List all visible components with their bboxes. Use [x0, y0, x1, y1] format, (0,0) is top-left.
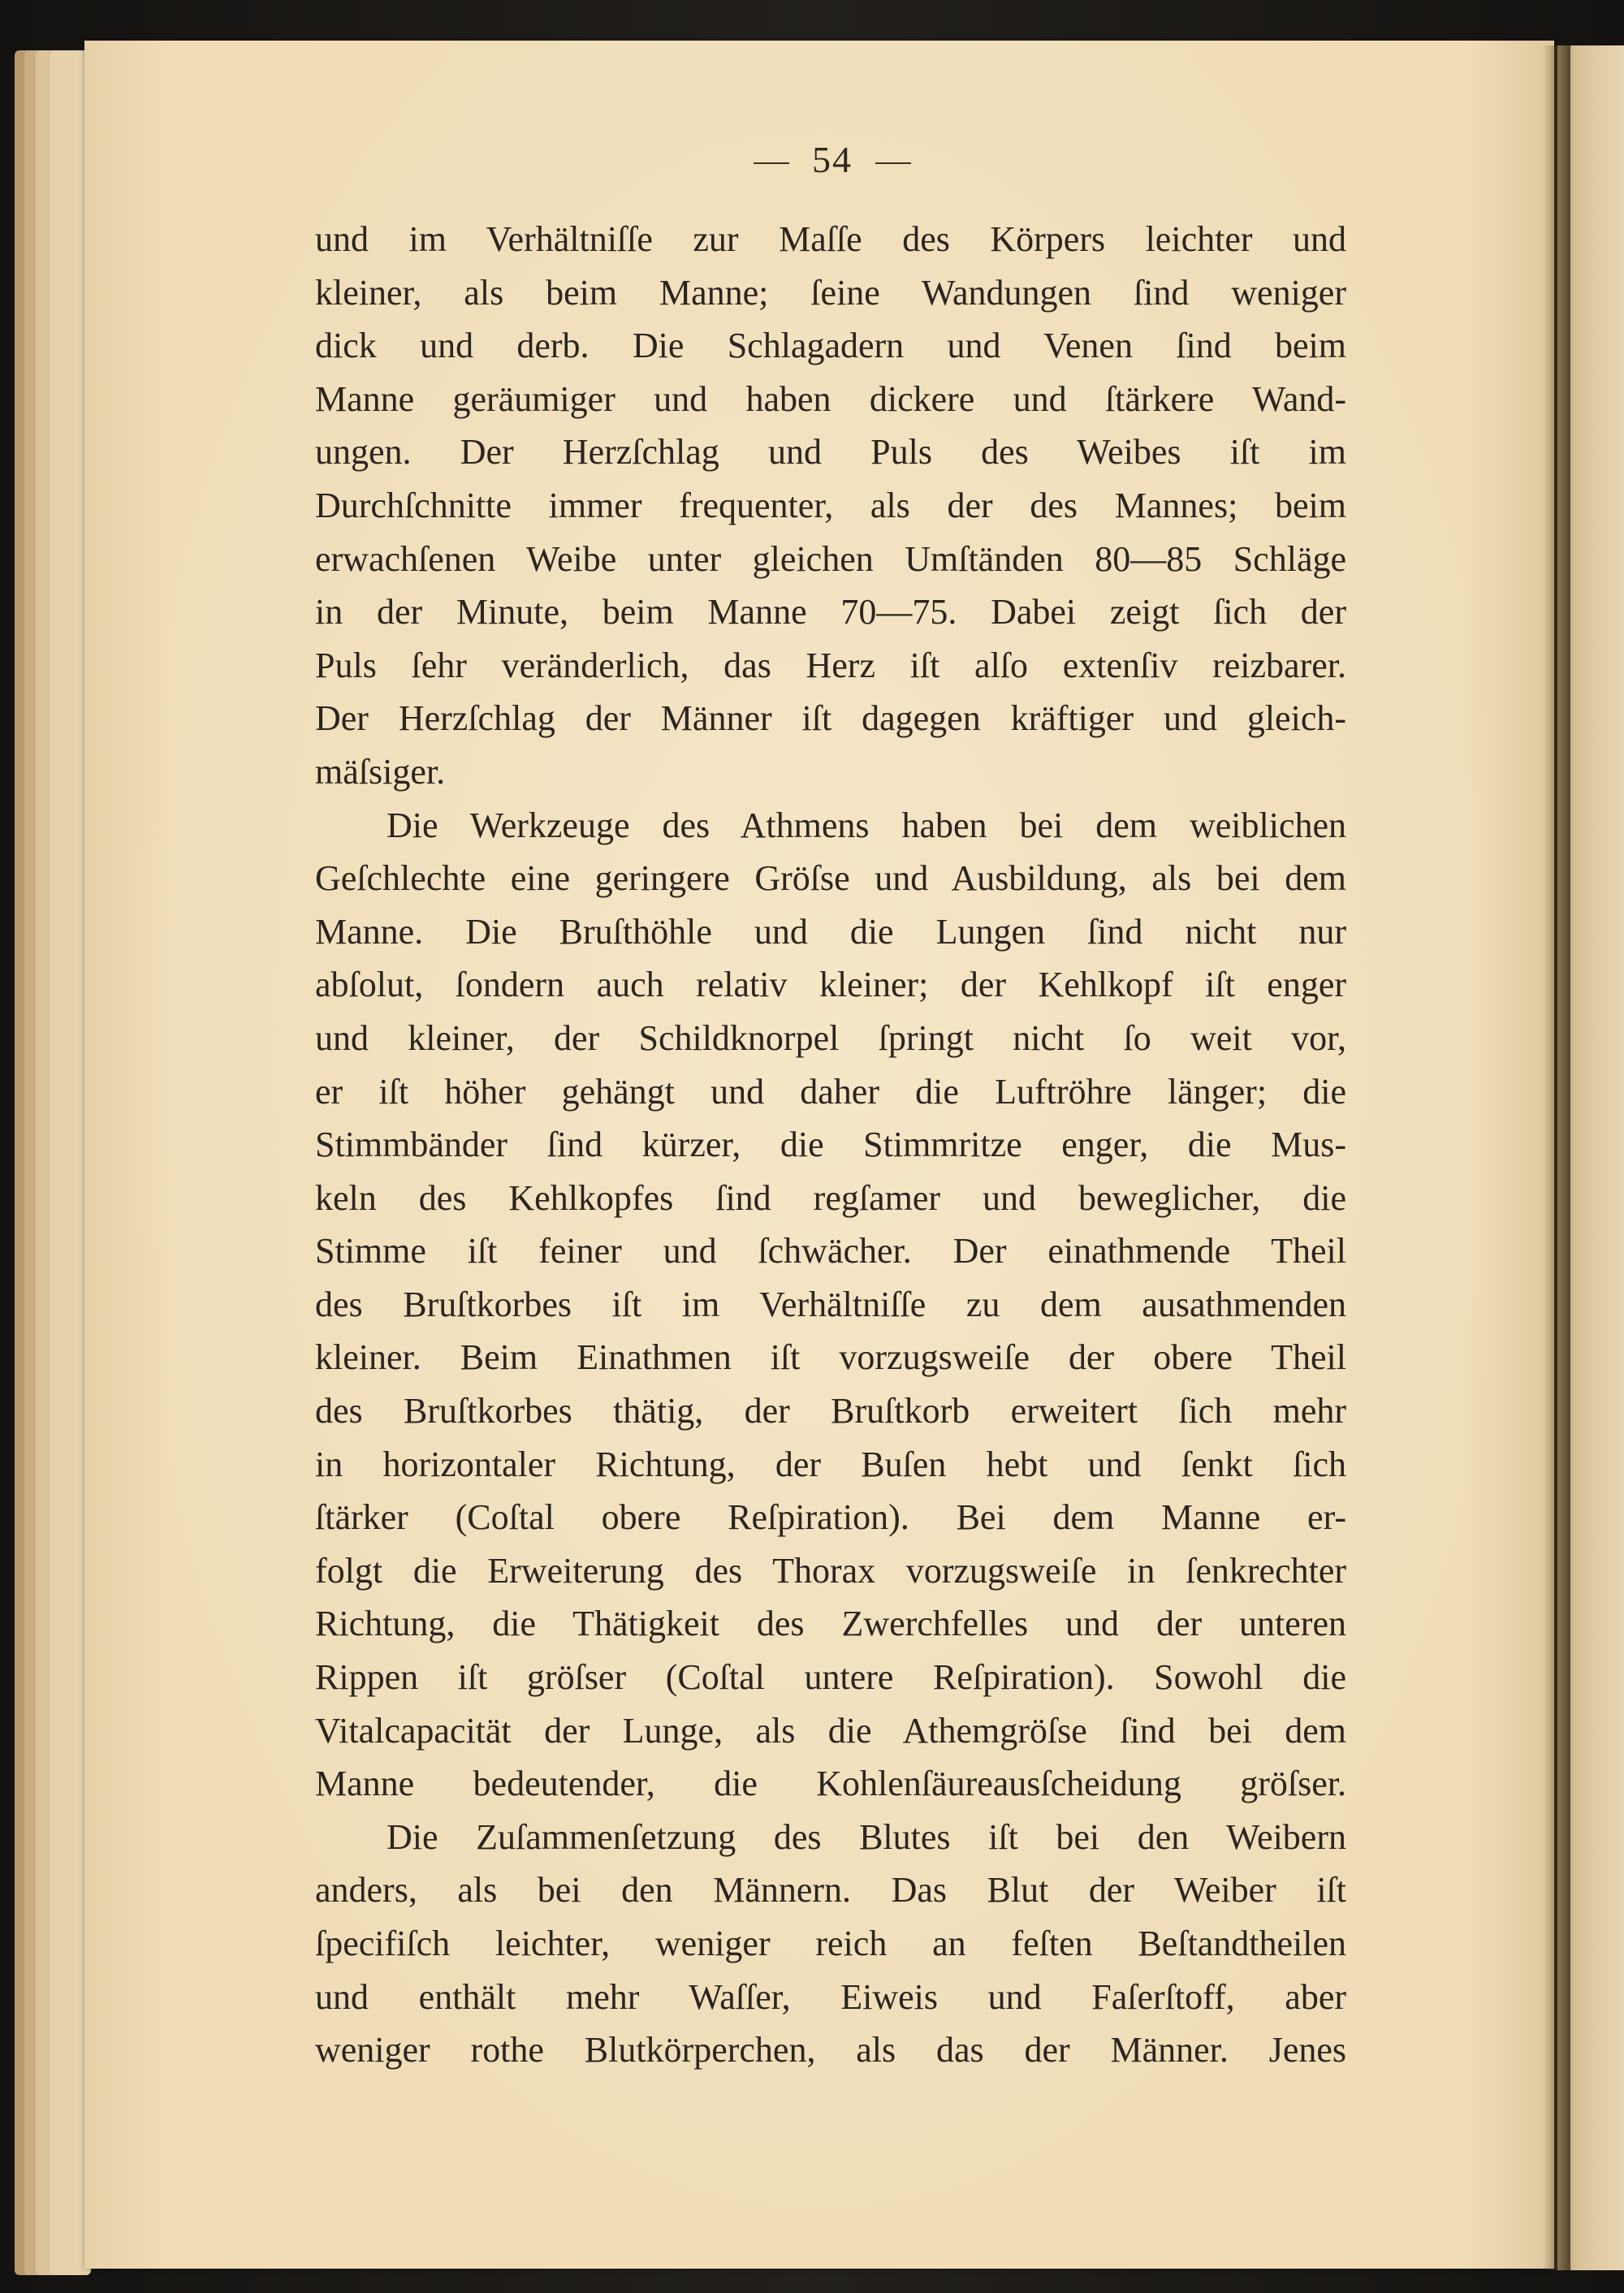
text-line: Puls ſehr veränderlich, das Herz iſt alſo extenſiv reizbarer. — [315, 645, 1346, 685]
text-line: weniger rothe Blutkörperchen, als das der Männer. Jenes — [315, 2030, 1346, 2071]
text-line: ungen. Der Herzſchlag und Puls des Weibes iſt im — [315, 432, 1346, 473]
text-line: Die Werkzeuge des Athmens haben bei dem weiblichen — [387, 805, 1346, 845]
text-line: anders, als bei den Männern. Das Blut der Weiber iſt — [315, 1870, 1346, 1911]
text-line: Stimme iſt feiner und ſchwächer. Der einathmende Theil — [315, 1231, 1346, 1272]
text-line: Manne. Die Bruſthöhle und die Lungen ſind nicht nur — [315, 911, 1346, 952]
page-number-dash-right — [875, 162, 911, 164]
page-number-dash-left — [754, 162, 789, 164]
text-line: Durchſchnitte immer frequenter, als der des Mannes; beim — [315, 485, 1346, 525]
text-line: Stimmbänder ſind kürzer, die Stimmritze enger, die Mus- — [315, 1125, 1346, 1165]
text-line: Der Herzſchlag der Männer iſt dagegen kräftiger und gleich- — [315, 698, 1346, 739]
text-line: er iſt höher gehängt und daher die Luftröhre länger; die — [315, 1071, 1346, 1112]
text-line: und kleiner, der Schildknorpel ſpringt nicht ſo weit vor, — [315, 1017, 1346, 1058]
text-line: dick und derb. Die Schlagadern und Venen ſind beim — [315, 326, 1346, 366]
page-number-value: 54 — [812, 139, 853, 180]
body-text — [315, 213, 1346, 2077]
text-line: kleiner, als beim Manne; ſeine Wandungen ſind weniger — [315, 272, 1346, 313]
text-line: Die Zuſammenſetzung des Blutes iſt bei den Weibern — [387, 1816, 1346, 1857]
text-line: ſtärker (Coſtal obere Reſpiration). Bei dem Manne er- — [315, 1497, 1346, 1538]
text-line: Vitalcapacität der Lunge, als die Athemgröſse ſind bei dem — [315, 1710, 1346, 1751]
text-line: und im Verhältniſſe zur Maſſe des Körpers leichter und — [315, 219, 1346, 259]
page-number — [0, 138, 1624, 181]
text-line: erwachſenen Weibe unter gleichen Umſtänden 80—85 Schläge — [315, 538, 1346, 579]
text-line: keln des Kehlkopfes ſind regſamer und beweglicher, die — [315, 1177, 1346, 1218]
text-line: Manne geräumiger und haben dickere und ſtärkere Wand- — [315, 378, 1346, 419]
gutter-shadow — [1543, 45, 1570, 2270]
text-line: und enthält mehr Waſſer, Eiweis und Faſerſtoff, aber — [315, 1976, 1346, 2017]
text-line: abſolut, ſondern auch relativ kleiner; der Kehlkopf iſt enger — [315, 965, 1346, 1005]
text-line: ſpecifiſch leichter, weniger reich an feſten Beſtandtheilen — [315, 1924, 1346, 1963]
text-line: Richtung, die Thätigkeit des Zwerchfelles und der unteren — [315, 1604, 1346, 1644]
text-line: Manne bedeutender, die Kohlenſäureausſcheidung gröſser. — [315, 1764, 1346, 1804]
text-line: kleiner. Beim Einathmen iſt vorzugsweiſe der obere Theil — [315, 1337, 1346, 1378]
text-line: Rippen iſt gröſser (Coſtal untere Reſpiration). Sowohl die — [315, 1657, 1346, 1698]
text-line: Geſchlechte eine geringere Gröſse und Ausbildung, als bei dem — [315, 858, 1346, 899]
text-line: folgt die Erweiterung des Thorax vorzugsweiſe in ſenkrechter — [315, 1550, 1346, 1591]
text-line: in horizontaler Richtung, der Buſen hebt und ſenkt ſich — [315, 1444, 1346, 1484]
text-line: mäſsiger. — [315, 751, 446, 792]
text-line: des Bruſtkorbes iſt im Verhältniſſe zu dem ausathmenden — [315, 1284, 1346, 1324]
text-line: des Bruſtkorbes thätig, der Bruſtkorb erweitert ſich mehr — [315, 1391, 1346, 1432]
text-line: in der Minute, beim Manne 70—75. Dabei zeigt ſich der — [315, 592, 1346, 633]
